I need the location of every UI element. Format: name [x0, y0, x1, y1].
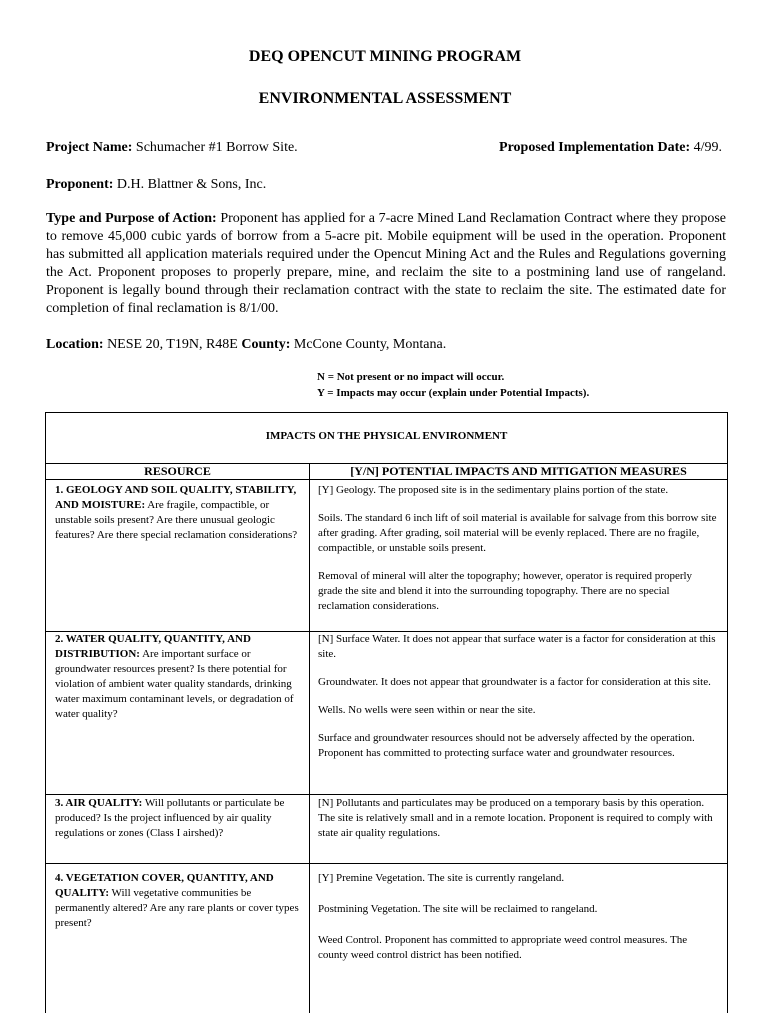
table-row-resource — [55, 871, 301, 931]
document-title: DEQ OPENCUT MINING PROGRAM — [248, 48, 522, 65]
county-value: McCone County, Montana. — [290, 337, 447, 352]
impact-paragraph: Groundwater. It does not appear that groundwater is a factor for consideration at this site. — [318, 676, 711, 688]
table-row-impacts — [318, 483, 718, 627]
implementation-date-value: 4/99. — [690, 140, 722, 155]
row-rule — [46, 794, 727, 795]
impact-paragraph: Weed Control. Proponent has committed to appropriate weed control measures. The county weed control district has been notified. — [318, 934, 688, 961]
proponent-line — [46, 177, 266, 193]
row-rule — [46, 863, 727, 864]
table-row-impacts — [318, 632, 718, 774]
resource-question: Will pollutants or particulate be produced? Is the project influenced by air quality regulations or zones (Class I airshed)? — [55, 797, 285, 839]
resource-question: Will vegetative communities be permanently altered? Are any rare plants or cover types present? — [55, 887, 299, 929]
implementation-date-label: Proposed Implementation Date: — [499, 140, 691, 155]
column-divider — [309, 463, 310, 1013]
location-value: NESE 20, T19N, R48E — [103, 337, 242, 352]
proponent-label: Proponent: — [46, 177, 114, 192]
column-header-impacts: [Y/N] POTENTIAL IMPACTS AND MITIGATION MEASURES — [350, 464, 687, 478]
impact-paragraph: Wells. No wells were seen within or near the site. — [318, 704, 536, 716]
project-name-line — [46, 140, 298, 156]
impact-paragraph: [Y] Premine Vegetation. The site is currently rangeland. — [318, 872, 565, 884]
table-row-impacts — [318, 796, 718, 854]
impact-paragraph: [Y] Geology. The proposed site is in the sedimentary plains portion of the state. — [318, 484, 669, 496]
impact-paragraph: Soils. The standard 6 inch lift of soil material is available for salvage from this borrow site after grading. After grading, soil material will be evenly replaced. There are no fragile, compactible, or unstable soils present. — [318, 512, 717, 554]
document-subtitle: ENVIRONMENTAL ASSESSMENT — [258, 90, 512, 107]
purpose-paragraph — [46, 210, 726, 318]
implementation-date-line — [499, 140, 722, 156]
location-label: Location: — [46, 337, 104, 352]
project-name-label: Project Name: — [46, 140, 133, 155]
table-heading: IMPACTS ON THE PHYSICAL ENVIRONMENT — [265, 430, 508, 442]
impact-paragraph: [N] Pollutants and particulates may be produced on a temporary basis by this operation. The site is relatively small and in a remote location. Proponent is required to comply with state air quality regulations. — [318, 797, 713, 839]
table-row-resource — [55, 796, 301, 841]
resource-title: 3. AIR QUALITY: — [55, 797, 143, 809]
table-row-impacts — [318, 871, 718, 976]
impact-paragraph: Postmining Vegetation. The site will be reclaimed to rangeland. — [318, 903, 598, 915]
impact-legend — [317, 369, 589, 401]
impacts-table — [45, 412, 728, 1013]
legend-n: N = Not present or no impact will occur. — [317, 371, 505, 383]
purpose-label: Type and Purpose of Action: — [46, 211, 217, 226]
impact-paragraph: Removal of mineral will alter the topography; however, operator is required properly grade the site and blend it into the surrounding topography. There are no special reclamation considerations. — [318, 570, 693, 612]
resource-title: 2. WATER QUALITY, QUANTITY, AND DISTRIBUTION: — [55, 633, 251, 660]
table-rule — [46, 479, 727, 480]
project-name-value: Schumacher #1 Borrow Site. — [132, 140, 298, 155]
resource-title: 1. GEOLOGY AND SOIL QUALITY, STABILITY, AND MOISTURE: — [55, 484, 297, 511]
resource-question: Are fragile, compactible, or unstable soils present? Are there unusual geologic features? Are there special reclamation considerations? — [55, 499, 298, 541]
purpose-text: Proponent has applied for a 7-acre Mined Land Reclamation Contract where they propose to remove 45,000 cubic yards of borrow from a 5-acre pit. Mobile equipment will be used in the operation. Proponent has submitted all application materials required under the Opencut Mining Act and the Rules and Regulations governing the Act. Proponent proposes to properly prepare, mine, and reclaim the site to a postmining land use of rangeland. Proponent is legally bound through their reclamation contract with the state to reclaim the site. The estimated date for completion of final reclamation is 8/1/00. — [46, 211, 726, 316]
table-row-resource — [55, 632, 301, 722]
legend-y: Y = Impacts may occur (explain under Potential Impacts). — [317, 387, 590, 399]
column-header-resource: RESOURCE — [144, 464, 211, 478]
resource-title: 4. VEGETATION COVER, QUANTITY, AND QUALITY: — [55, 872, 274, 899]
resource-question: Are important surface or groundwater resources present? Is there potential for violation of ambient water quality standards, drinking water maximum contaminant levels, or degradation of water quality? — [55, 648, 294, 720]
location-line — [46, 337, 446, 353]
county-label: County: — [241, 337, 291, 352]
proponent-value: D.H. Blattner & Sons, Inc. — [113, 177, 267, 192]
table-row-resource — [55, 483, 301, 543]
impact-paragraph: Surface and groundwater resources should not be adversely affected by the operation. Proponent has committed to protecting surface water and groundwater resources. — [318, 732, 695, 759]
impact-paragraph: [N] Surface Water. It does not appear that surface water is a factor for consideration at this site. — [318, 633, 716, 660]
